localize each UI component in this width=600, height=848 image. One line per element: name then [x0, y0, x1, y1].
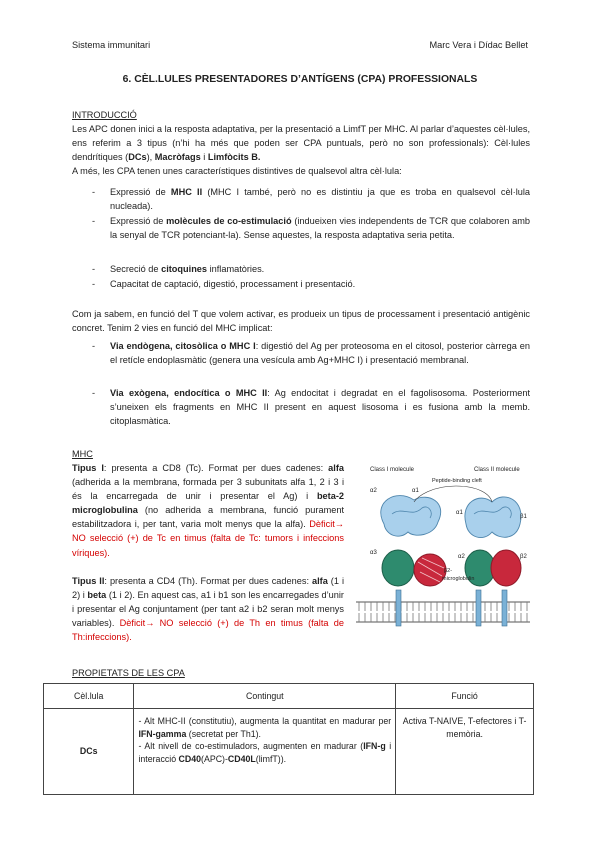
bullet-dash: - — [92, 279, 96, 289]
class-i-alpha3 — [382, 550, 414, 586]
cell-content: - Alt MHC-II (constitutiu), augmenta la quantitat en madurar per IFN-gamma (secretat per Th1). - Alt nivell de co-estimuladors, augmenten en madurar (IFN-g i interacció CD40(APC)-CD40L(limfT)). — [134, 709, 396, 795]
list-item: Secreció de citoquines inflamatòries. — [110, 264, 265, 274]
intro-paragraph-1: Les APC donen inici a la resposta adaptativa, per la presentació a LimfT per MHC. Al parlar d’aquestes cèl·lules, ens referim a 3 tipus (n’hi ha més que poden ser CPA puntuals, però no son professionals): Cèl·lules dendrítiques (DCs), Macròfags i Limfòcits B. — [72, 124, 530, 163]
page-title: 6. CÈL.LULES PRESENTADORES D’ANTÍGENS (CPA) PROFESSIONALS — [122, 74, 478, 85]
bullet-dash: - — [92, 341, 96, 351]
column-header: Cèl.lula — [44, 684, 134, 709]
mhc-type-1: Tipus I: presenta a CD8 (Tc). Format per dues cadenes: alfa (adherida a la membrana, formada per 3 subunitats alfa 1, 2 i 3 i és la encarregada de unir i presentar el Ag) i beta-2 microglobulina (no adherida a membrana, funció purament estabilitzadora i, per tant, varia molt menys que la alfa). Dèficit→ NO selecció (+) de Tc en timus (falta de Tc: tumors i infeccions víriques). — [72, 463, 344, 558]
list-item: Expressió de MHC II (MHC I també, però no es distintiu ja que es troba en qualsevol cèl·lula nucleada). — [110, 187, 530, 212]
intro-paragraph-3: Com ja sabem, en funció del T que volem activar, es produeix un tipus de processament i presentació antigènic concret. Tenim 2 vies en funció del MHC implicat: — [72, 309, 530, 334]
list-item: Expressió de molècules de co-estimulació (indueixen vies independents de TCR que colaboren amb la senyal de TCR potenciant-la). Sense aquestes, la resposta adaptativa seria petita. — [110, 216, 530, 241]
class-ii-beta2 — [491, 550, 521, 586]
label-class-i-alpha1: α1 — [412, 488, 419, 494]
intro-heading: INTRODUCCIÓ — [72, 110, 137, 120]
list-item: Via endògena, citosòlica o MHC I: digestió del Ag per proteosoma en el citosol, posterior càrrega en el retícle endoplasmàtic (genera una vesícula amb Ag+MHC I) i presentació membranal. — [110, 341, 530, 366]
mhc-type-1-deficit: Dèficit→ NO selecció (+) de Tc en timus (falta de Tc: tumors i infeccions víriques). — [72, 519, 344, 558]
list-item: Via exògena, endocítica o MHC II: Ag endocitat i degradat en el fagolisosoma. Posteriorment s’uneixen els fragments en MHC II present en aquest lisosoma i es fusiona amb la memb. citoplasmàtica. — [110, 388, 530, 427]
label-class-ii: Class II molecule — [474, 467, 520, 473]
mhc-heading: MHC — [72, 449, 93, 459]
cell-type: DCs — [44, 709, 134, 795]
table-row — [44, 709, 534, 795]
class-i-tail — [396, 590, 401, 626]
cell-function: Activa T-NAIVE, T-efectores i T-memòria. — [396, 709, 534, 795]
mhc-type-2: Tipus II: presenta a CD4 (Th). Format per dues cadenes: alfa (1 i 2) i beta (1 i 2). En aquest cas, a1 i b1 son les encarregades d’unir i presentar el Ag conjuntament (per tant a2 i b2 seran molt menys variables). Dèficit→ NO selecció (+) de Th en timus (falta de Th:infeccions). — [72, 576, 345, 643]
class-ii-alpha1-beta1 — [465, 497, 521, 538]
label-class-i: Class I molecule — [370, 467, 415, 473]
list-item: Capacitat de captació, digestió, processament i presentació. — [110, 279, 356, 289]
label-class-i-alpha2: α2 — [370, 488, 377, 494]
label-class-ii-beta2: β2 — [520, 554, 527, 560]
bullet-dash: - — [92, 187, 96, 197]
label-class-ii-alpha2: α2 — [458, 554, 465, 560]
label-class-i-alpha3: α3 — [370, 550, 377, 556]
intro-paragraph-2: A més, les CPA tenen unes característiques distintives de qualsevol altra cèl·lula: — [72, 166, 402, 176]
class-i-alpha1-alpha2 — [381, 496, 441, 537]
label-microglobulin: microglobulin — [442, 576, 475, 582]
class-ii-tail-alpha — [476, 590, 481, 626]
column-header: Contingut — [134, 684, 396, 709]
label-peptide-cleft: Peptide-binding cleft — [432, 478, 482, 484]
mhc-type-2-deficit: Dèficit→ NO selecció (+) de Th en timus (falta de Th:infeccions). — [72, 618, 345, 643]
mhc-structure-figure — [356, 462, 530, 630]
header-right: Marc Vera i Dídac Bellet — [429, 40, 528, 50]
bullet-dash: - — [92, 264, 96, 274]
label-class-ii-beta1: β1 — [520, 514, 527, 520]
cpa-properties-table — [43, 683, 534, 795]
bullet-dash: - — [92, 388, 96, 398]
header-left: Sistema immunitari — [72, 40, 151, 50]
bullet-dash: - — [92, 216, 96, 226]
props-heading: PROPIETATS DE LES CPA — [72, 668, 185, 678]
label-class-ii-alpha1: α1 — [456, 510, 463, 516]
table-header-row — [44, 684, 534, 709]
class-ii-tail-beta — [502, 590, 507, 626]
label-b2m: β2- — [444, 568, 453, 574]
column-header: Funció — [396, 684, 534, 709]
